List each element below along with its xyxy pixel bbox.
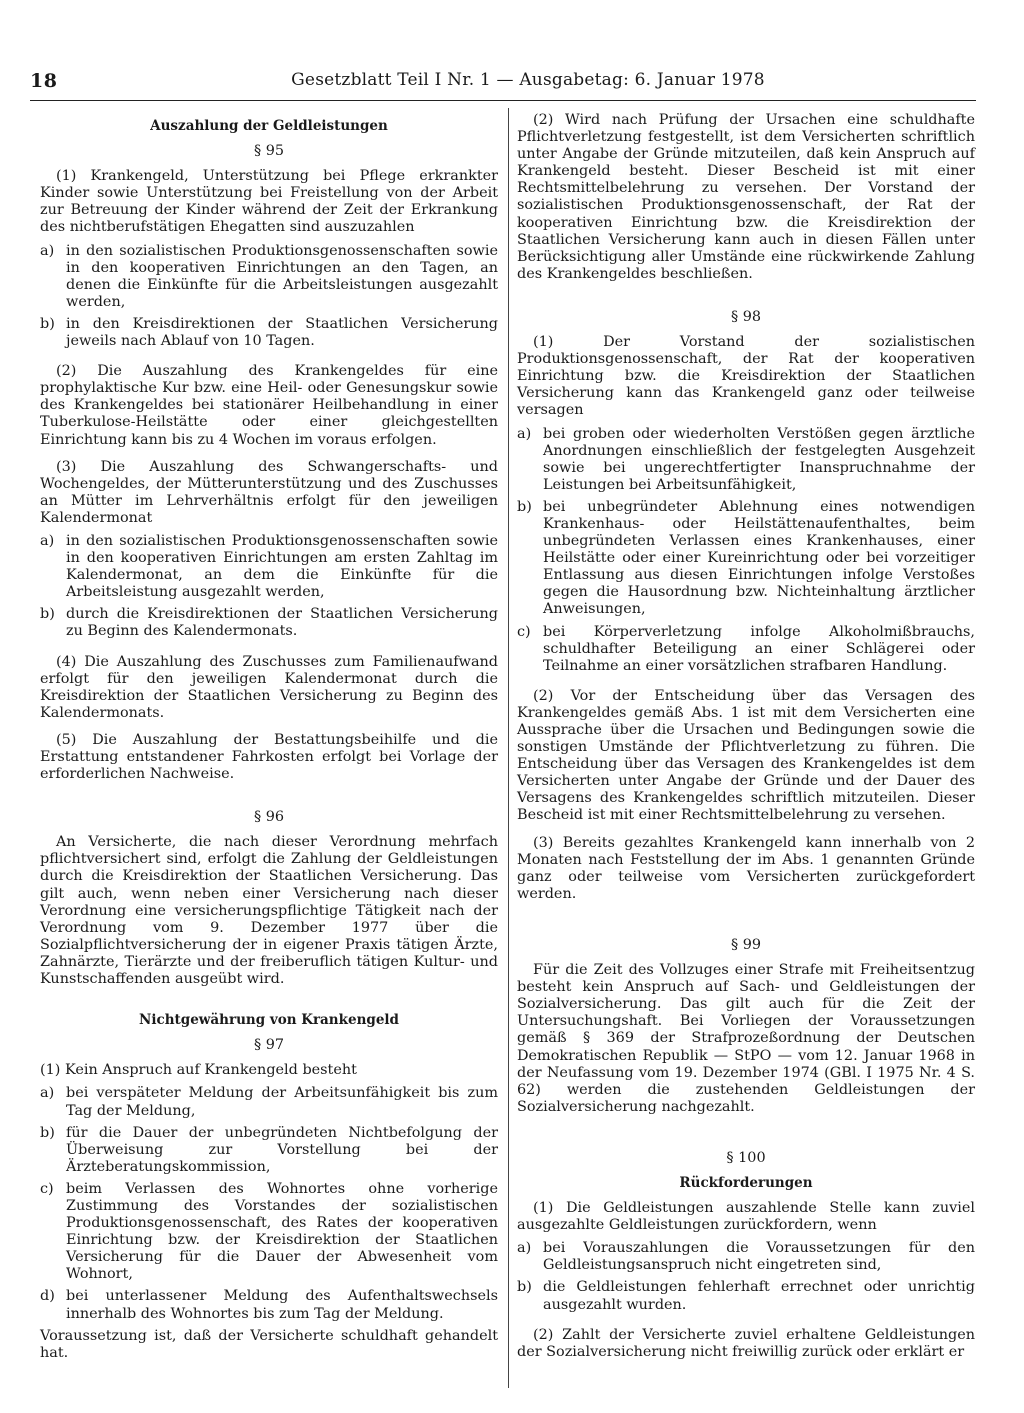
item-label: c): [517, 623, 531, 640]
p99-1: Für die Zeit des Vollzuges einer Strafe mit Freiheitsentzug besteht kein Anspruch auf Sach- und Geldleistungen der Sozialversicherung. Das gilt auch für die Zeit der Untersuchungshaft. Bei Vorliegen der Voraussetzungen gemäß § 369 der Strafprozeßordnung der Deutschen Demokratischen Republik — StPO — vom 12. Januar 1968 in der Neufassung vom 19. Dezember 1974 (GBl. I 1975 Nr. 4 S. 62) werden die zustehenden Geldleistungen der Sozialversicherung nachgezahlt.: [517, 962, 975, 1115]
item-label: c): [40, 1180, 54, 1197]
item-text: in den Kreisdirektionen der Staatlichen Versicherung jeweils nach Ablauf von 10 Tagen.: [66, 315, 498, 350]
item-text: bei groben oder wiederholten Verstößen gegen ärztliche Anordnungen einschließlich der festgelegten Ausgehzeit sowie bei ungerechtfertigter Inanspruchnahme der Leistungen bei Arbeitsunfähigkeit,: [543, 425, 975, 493]
item-text: für die Dauer der unbegründeten Nichtbefolgung der Überweisung zur Vorstellung bei der Ärzteberatungskommission,: [66, 1124, 498, 1175]
item-label: a): [40, 1085, 55, 1102]
item-text: die Geldleistungen fehlerhaft errechnet oder unrichtig ausgezahlt wurden.: [543, 1279, 975, 1313]
item-text: bei Körperverletzung infolge Alkoholmißbrauchs, schuldhafter Beteiligung an einer Schlägerei oder Teilnahme an einer vorsätzlichen strafbaren Handlung.: [543, 623, 975, 674]
p95-1b: [40, 316, 498, 350]
p95-4: (4) Die Auszahlung des Zuschusses zum Familienaufwand erfolgt für den jeweiligen Kalendermonat durch die Kreisdirektion der Staatlichen Versicherung zu Beginn des Kalendermonats.: [40, 653, 498, 721]
p95-1: (1) Krankengeld, Unterstützung bei Pflege erkrankter Kinder sowie Unterstützung bei Freistellung von der Arbeit zur Betreuung der Kinder während der Zeit der Erkrankung des nichtberufstätigen Ehegatten sind auszuzahlen: [40, 168, 498, 236]
item-text: bei unbegründeter Ablehnung eines notwendigen Krankenhaus- oder Heilstättenaufenthaltes, beim unbegründeten Verlassen eines Krankenhauses, einer Heilstätte oder einer Kureinrichtung oder bei vorzeitiger Entlassung aus diesen Einrichtungen infolge Verstoßes gegen die Hausordnung bzw. Nichteinhaltung ärztlicher Anweisungen,: [543, 498, 975, 618]
p98-2: (2) Vor der Entscheidung über das Versagen des Krankengeldes gemäß Abs. 1 ist mit dem Versicherten eine Aussprache über die Ursachen und Bedingungen sowie die sonstigen Umstände der Pflichtverletzung zu führen. Die Entscheidung über das Versagen des Krankengeldes ist dem Versicherten unter Angabe der Gründe und der Dauer des Versagens des Krankengeldes schriftlich mitzuteilen. Dieser Bescheid ist mit einer Rechtsmittelbelehrung zu versehen.: [517, 687, 975, 824]
paragraph-98-number: § 98: [730, 308, 762, 325]
paragraph-99-number: § 99: [730, 936, 762, 953]
page-number: 18: [30, 70, 58, 92]
p95-1a: [40, 243, 498, 311]
item-text: in den sozialistischen Produktionsgenossenschaften sowie in den kooperativen Einrichtungen an den Tagen, an denen die Einkünfte für die Arbeitsleistungen ausgezahlt werden,: [66, 242, 498, 310]
p97-2: (2) Wird nach Prüfung der Ursachen eine schuldhafte Pflichtverletzung festgestellt, ist dem Versicherten schriftlich unter Angabe der Gründe mitzuteilen, daß kein Anspruch auf Krankengeld besteht. Dieser Bescheid ist mit einer Rechtsmittelbelehrung zu versehen. Der Vorstand der sozialistischen Produktionsgenossenschaft, der Rat der kooperativen Einrichtung bzw. die Kreisdirektion der Staatlichen Versicherung kann auch in diesen Fällen unter Berücksichtigung aller Umstände eine rückwirkende Zahlung des Krankengeldes beschließen.: [517, 112, 975, 282]
column-divider: [508, 108, 509, 1388]
p100-2: (2) Zahlt der Versicherte zuviel erhaltene Geldleistungen der Sozialversicherung nicht freiwillig zurück oder erklärt er: [517, 1326, 975, 1360]
paragraph-95-number: § 95: [253, 143, 285, 160]
left-column: [40, 112, 498, 1372]
p100-1a: [517, 1240, 975, 1274]
item-label: d): [40, 1288, 55, 1305]
p98-1a: [517, 426, 975, 494]
p97-1b: [40, 1125, 498, 1176]
p97-1-tail: Voraussetzung ist, daß der Versicherte schuldhaft gehandelt hat.: [40, 1327, 498, 1361]
p98-1c: [517, 624, 975, 675]
right-column: [517, 112, 975, 1371]
p96-1: An Versicherte, die nach dieser Verordnung mehrfach pflichtversichert sind, erfolgt die Zahlung der Geldleistungen durch die Kreisdirektion der Staatlichen Versicherung. Das gilt auch, wenn neben einer Versicherung nach dieser Verordnung eine versicherungspflichtige Tätigkeit nach der Verordnung vom 9. Dezember 1977 über die Sozialpflichtversicherung der in eigener Praxis tätigen Ärzte, Zahnärzte, Tierärzte und der freiberuflich tätigen Kultur- und Kunstschaffenden ausgeübt wird.: [40, 834, 498, 988]
p95-3b: [40, 606, 498, 640]
item-label: a): [517, 425, 532, 442]
p98-1b: [517, 499, 975, 619]
heading-auszahlung: Auszahlung der Geldleistungen: [150, 118, 388, 134]
paragraph-100-number: § 100: [726, 1149, 766, 1166]
p98-3: (3) Bereits gezahltes Krankengeld kann innerhalb von 2 Monaten nach Feststellung der im Abs. 1 genannten Gründe ganz oder teilweise vom Versicherten zurückgefordert werden.: [517, 834, 975, 902]
item-label: a): [517, 1240, 532, 1257]
paragraph-97-number: § 97: [253, 1037, 285, 1054]
running-title: Gesetzblatt Teil I Nr. 1 — Ausgabetag: 6. Januar 1978: [291, 70, 765, 90]
p98-1: (1) Der Vorstand der sozialistischen Produktionsgenossenschaft, der Rat der kooperativen Einrichtung bzw. die Kreisdirektion der Staatlichen Versicherung kann das Krankengeld ganz oder teilweise versagen: [517, 334, 975, 419]
item-label: b): [517, 1279, 532, 1296]
item-text: bei Vorauszahlungen die Voraussetzungen für den Geldleistungsanspruch nicht eingetreten sind,: [543, 1240, 975, 1274]
p97-1: (1) Kein Anspruch auf Krankengeld besteht: [40, 1062, 357, 1079]
header-rule: [30, 100, 976, 101]
p95-3: (3) Die Auszahlung des Schwangerschafts- und Wochengeldes, der Mütterunterstützung und des Zuschusses an Mütter im Lehrverhältnis erfolgt für den jeweiligen Kalendermonat: [40, 458, 498, 526]
p97-1c: [40, 1181, 498, 1284]
item-label: b): [517, 498, 532, 515]
item-label: a): [40, 242, 55, 259]
p95-5: (5) Die Auszahlung der Bestattungsbeihilfe und die Erstattung entstandener Fahrkosten erfolgt bei Vorlage der erforderlichen Nachweise.: [40, 731, 498, 783]
item-label: b): [40, 1124, 55, 1141]
p95-3a: [40, 533, 498, 601]
page-header: [30, 70, 996, 104]
p97-1a: [40, 1085, 498, 1119]
p100-1: (1) Die Geldleistungen auszahlende Stelle kann zuviel ausgezahlte Geldleistungen zurückfordern, wenn: [517, 1200, 975, 1234]
item-text: bei unterlassener Meldung des Aufenthaltswechsels innerhalb des Wohnortes bis zum Tag der Meldung.: [66, 1288, 498, 1322]
item-text: durch die Kreisdirektionen der Staatlichen Versicherung zu Beginn des Kalendermonats.: [66, 606, 498, 640]
item-text: bei verspäteter Meldung der Arbeitsunfähigkeit bis zum Tag der Meldung,: [66, 1085, 498, 1119]
heading-rueckforderungen: Rückforderungen: [679, 1174, 813, 1191]
item-text: beim Verlassen des Wohnortes ohne vorherige Zustimmung des Vorstandes der sozialistischen Produktionsgenossenschaft, des Rates der kooperativen Einrichtung bzw. der Kreisdirektion der Staatlichen Versicherung für die Dauer der Abwesenheit vom Wohnort,: [66, 1180, 498, 1283]
p95-2: (2) Die Auszahlung des Krankengeldes für eine prophylaktische Kur bzw. eine Heil- oder Genesungskur sowie des Krankengeldes bei stationärer Heilbehandlung in einer Tuberkulose-Heilstätte oder einer gleichgestellten Einrichtung kann bis zu 4 Wochen im voraus erfolgen.: [40, 363, 498, 448]
p100-1b: [517, 1279, 975, 1313]
item-label: b): [40, 606, 55, 623]
p97-1d: [40, 1288, 498, 1322]
item-label: b): [40, 315, 55, 332]
paragraph-96-number: § 96: [253, 809, 285, 826]
item-text: in den sozialistischen Produktionsgenossenschaften sowie in den kooperativen Einrichtungen am ersten Zahltag im Kalendermonat, an dem die Einkünfte für die Arbeitsleistung ausgezahlt werden,: [66, 532, 498, 601]
heading-nichtgewaehrung: Nichtgewährung von Krankengeld: [139, 1012, 399, 1029]
item-label: a): [40, 532, 55, 549]
